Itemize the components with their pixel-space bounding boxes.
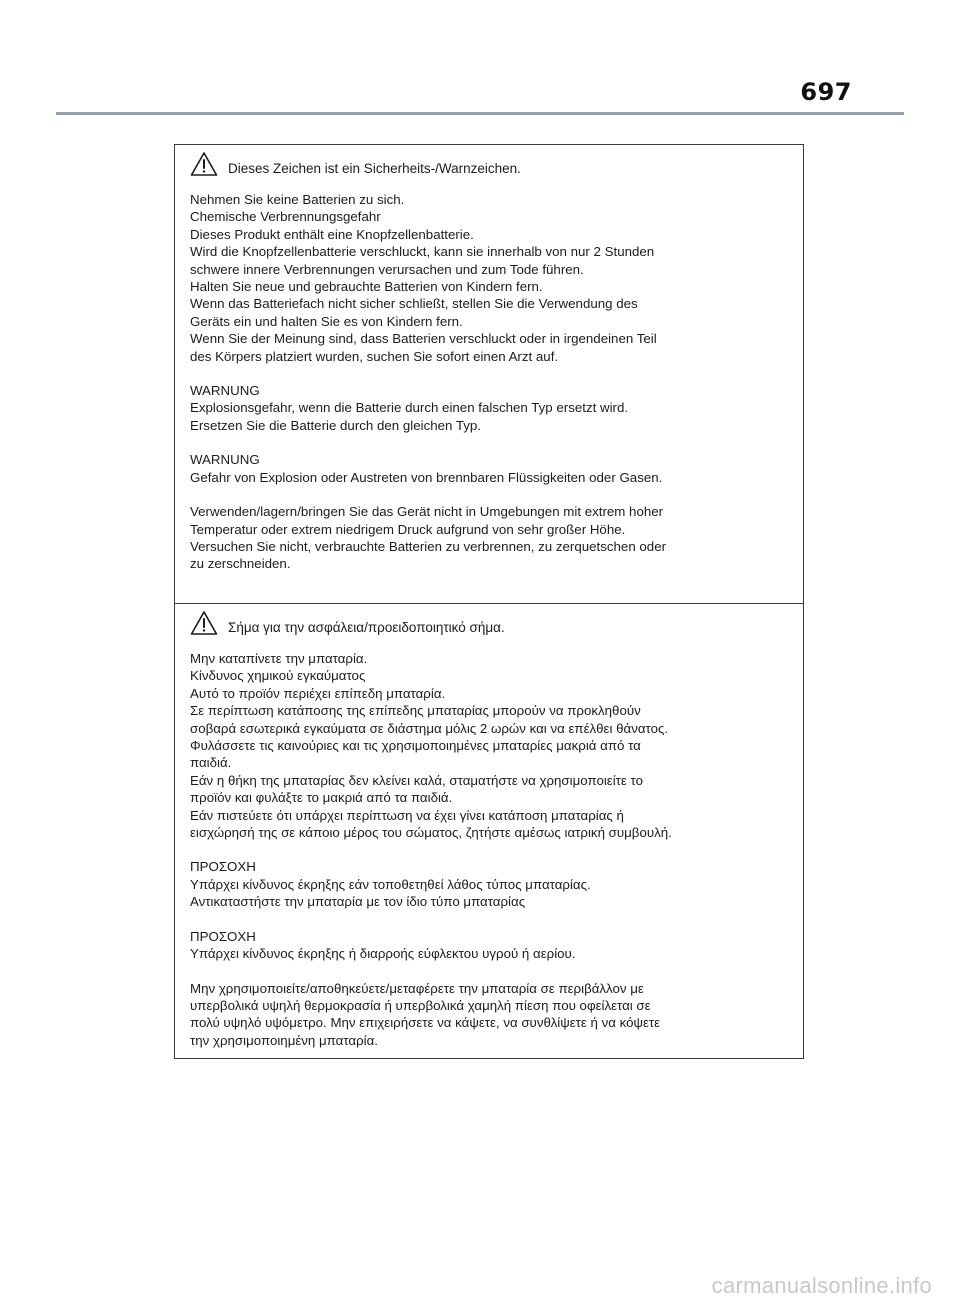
text-line: Μην χρησιμοποιείτε/αποθηκεύετε/μεταφέρετε την μπαταρία σε περιβάλλον με — [190, 980, 644, 996]
text-line: Gefahr von Explosion oder Austreten von brennbaren Flüssigkeiten oder Gasen. — [190, 469, 663, 485]
text-line: Αντικαταστήστε την μπαταρία με τον ίδιο τύπο μπαταρίας — [190, 894, 526, 910]
text-line: des Körpers platziert wurden, suchen Sie sofort einen Arzt auf. — [190, 348, 559, 364]
sign-line-greek — [190, 608, 793, 636]
header-rule — [56, 112, 904, 115]
text-line: παιδιά. — [190, 755, 232, 771]
text-line: ΠΡΟΣΟΧΗ — [190, 928, 256, 944]
german-blocks — [190, 191, 793, 573]
text-line: Μην καταπίνετε την μπαταρία. — [190, 651, 368, 666]
watermark: carmanualsonline.info — [711, 1273, 932, 1298]
section-greek — [175, 604, 803, 1058]
text-line: Ersetzen Sie die Batterie durch den gleichen Typ. — [190, 417, 481, 433]
text-line: WARNUNG — [190, 383, 260, 399]
text-line: Σε περίπτωση κατάποσης της επίπεδης μπαταρίας μπορούν να προκληθούν — [190, 703, 641, 719]
text-line: zu zerschneiden. — [190, 556, 291, 572]
sign-text-greek: Σήμα για την ασφάλεια/προειδοποιητικό σήμα. — [228, 620, 505, 635]
text-line: Explosionsgefahr, wenn die Batterie durch einen falschen Typ ersetzt wird. — [190, 400, 629, 416]
text-line: Halten Sie neue und gebrauchte Batterien von Kindern fern. — [190, 279, 543, 295]
text-line: schwere innere Verbrennungen verursachen und zum Tode führen. — [190, 261, 584, 277]
text-block — [190, 980, 793, 1050]
text-block — [190, 503, 793, 573]
warning-triangle-icon — [190, 610, 218, 636]
text-line: Wird die Knopfzellenbatterie verschluckt, kann sie innerhalb von nur 2 Stunden — [190, 244, 655, 260]
text-line: Versuchen Sie nicht, verbrauchte Batterien zu verbrennen, zu zerquetschen oder — [190, 538, 667, 554]
text-line: Φυλάσσετε τις καινούριες και τις χρησιμοποιημένες μπαταρίες μακριά από τα — [190, 738, 641, 754]
section-german — [175, 145, 803, 604]
page-number: 697 — [800, 78, 852, 106]
text-line: Υπάρχει κίνδυνος έκρηξης ή διαρροής εύφλεκτου υγρού ή αερίου. — [190, 946, 576, 962]
text-line: Υπάρχει κίνδυνος έκρηξης εάν τοποθετηθεί λάθος τύπος μπαταρίας. — [190, 876, 591, 892]
text-line: Verwenden/lagern/bringen Sie das Gerät nicht in Umgebungen mit extrem hoher — [190, 504, 664, 520]
text-block — [190, 858, 793, 910]
text-block — [190, 191, 793, 365]
text-line: Nehmen Sie keine Batterien zu sich. — [190, 192, 405, 207]
text-block — [190, 382, 793, 434]
text-block — [190, 451, 793, 486]
text-line: σοβαρά εσωτερικά εγκαύματα σε διάστημα μόλις 2 ωρών και να επέλθει θάνατος. — [190, 720, 669, 736]
text-line: Dieses Produkt enthält eine Knopfzellenbatterie. — [190, 226, 474, 242]
text-line: Chemische Verbrennungsgefahr — [190, 209, 381, 225]
sign-line-german — [190, 149, 793, 177]
warning-box — [174, 144, 804, 1059]
greek-blocks — [190, 650, 793, 1049]
text-line: πολύ υψηλό υψόμετρο. Μην επιχειρήσετε να κάψετε, να συνθλίψετε ή να κόψετε — [190, 1015, 661, 1031]
text-line: ΠΡΟΣΟΧΗ — [190, 859, 256, 875]
text-line: προϊόν και φυλάξτε το μακριά από τα παιδιά. — [190, 790, 453, 806]
text-line: υπερβολικά υψηλή θερμοκρασία ή υπερβολικά χαμηλή πίεση που οφείλεται σε — [190, 997, 651, 1013]
sign-text-german: Dieses Zeichen ist ein Sicherheits-/Warnzeichen. — [228, 161, 521, 176]
text-block — [190, 928, 793, 963]
text-line: Αυτό το προϊόν περιέχει επίπεδη μπαταρία. — [190, 685, 446, 701]
text-line: εισχώρησή της σε κάποιο μέρος του σώματος, ζητήστε αμέσως ιατρική συμβουλή. — [190, 825, 672, 841]
text-line: WARNUNG — [190, 452, 260, 468]
text-line: Temperatur oder extrem niedrigem Druck aufgrund von sehr großer Höhe. — [190, 521, 626, 537]
text-line: Εάν πιστεύετε ότι υπάρχει περίπτωση να έχει γίνει κατάποση μπαταρίας ή — [190, 807, 624, 823]
text-block — [190, 650, 793, 841]
warning-triangle-icon — [190, 151, 218, 177]
text-line: Κίνδυνος χημικού εγκαύματος — [190, 668, 366, 684]
text-line: Geräts ein und halten Sie es von Kindern fern. — [190, 313, 463, 329]
text-line: Εάν η θήκη της μπαταρίας δεν κλείνει καλά, σταματήστε να χρησιμοποιείτε το — [190, 772, 644, 788]
text-line: την χρησιμοποιημένη μπαταρία. — [190, 1032, 379, 1048]
text-line: Wenn das Batteriefach nicht sicher schließt, stellen Sie die Verwendung des — [190, 296, 638, 312]
text-line: Wenn Sie der Meinung sind, dass Batterien verschluckt oder in irgendeinen Teil — [190, 331, 657, 347]
